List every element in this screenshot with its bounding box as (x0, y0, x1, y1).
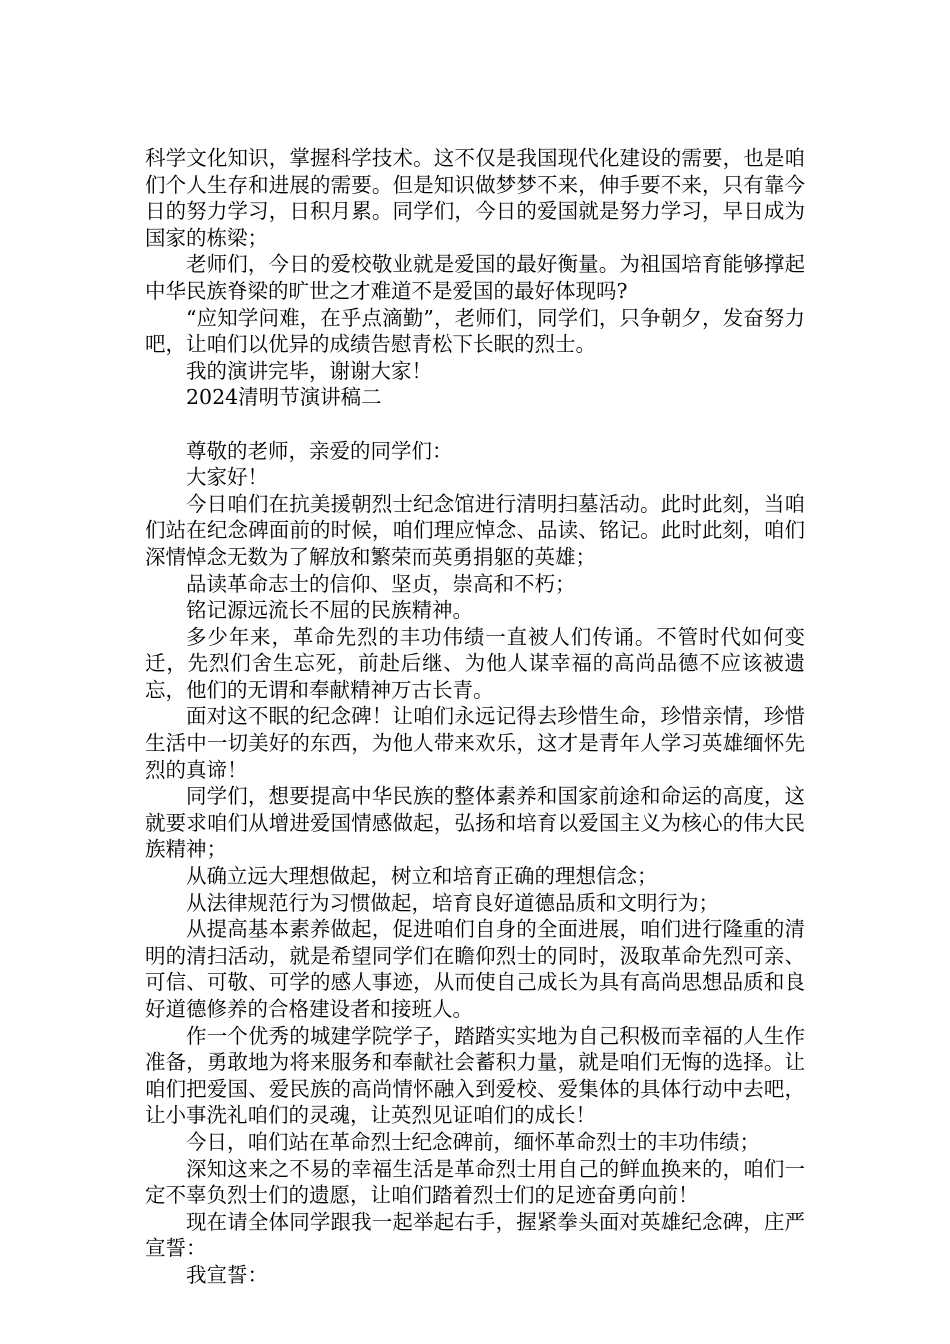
paragraph-raise-hands: 现在请全体同学跟我一起举起右手，握紧拳头面对英雄纪念碑，庄严宣誓： (145, 1209, 805, 1261)
blank-line (145, 411, 805, 438)
paragraph-martyrs-deeds: 多少年来，革命先烈的丰功伟绩一直被人们传诵。不管时代如何变迁，先烈们舍生忘死，前赴后继、为他人谋幸福的高尚品德不应该被遗忘，他们的无谓和奉献精神万古长青。 (145, 624, 805, 702)
paragraph-basic-quality: 从提高基本素养做起，促进咱们自身的全面进展，咱们进行隆重的清明的清扫活动，就是希望同学们在瞻仰烈士的同时，汲取革命先烈可亲、可信、可敬、可学的感人事迹，从而使自己成长为具有高尚思想品质和良好道德修养的合格建设者和接班人。 (145, 917, 805, 1021)
paragraph-greeting: 大家好！ (186, 465, 268, 490)
paragraph-speech-end: 我的演讲完毕，谢谢大家！ (186, 358, 432, 383)
paragraph-remember-spirit: 铭记源远流长不屈的民族精神。 (186, 598, 473, 623)
paragraph-standing-before-monument: 今日，咱们站在革命烈士纪念碑前，缅怀革命烈士的丰功伟绩； (186, 1129, 760, 1154)
paragraph-hard-won-happiness: 深知这来之不易的幸福生活是革命烈士用自己的鲜血换来的，咱们一定不辜负烈士们的遗愿，让咱们踏着烈士们的足迹奋勇向前！ (145, 1156, 805, 1208)
paragraph-knowledge-quote: “应知学问难，在乎点滴勤”，老师们，同学们，只争朝夕，发奋努力吧，让咱们以优异的成绩告慰青松下长眠的烈士。 (145, 305, 805, 357)
paragraph-student-choice: 作一个优秀的城建学院学子，踏踏实实地为自己积极而幸福的人生作准备，勇敢地为将来服务和奉献社会蓄积力量，就是咱们无悔的选择。让咱们把爱国、爱民族的高尚情怀融入到爱校、爱集体的具体行动中去吧，让小事洗礼咱们的灵魂，让英烈见证咱们的成长！ (145, 1023, 805, 1128)
paragraph-memorial-activity: 今日咱们在抗美援朝烈士纪念馆进行清明扫墓活动。此时此刻，当咱们站在纪念碑面前的时候，咱们理应悼念、品读、铭记。此时此刻，咱们深情悼念无数为了解放和繁荣而英勇捐躯的英雄； (145, 491, 805, 569)
paragraph-teachers-patriotism: 老师们，今日的爱校敬业就是爱国的最好衡量。为祖国培育能够撑起中华民族脊梁的旷世之才难道不是爱国的最好体现吗? (145, 252, 805, 303)
paragraph-ideals: 从确立远大理想做起，树立和培育正确的理想信念； (186, 864, 658, 889)
paragraph-science-knowledge: 科学文化知识，掌握科学技术。这不仅是我国现代化建设的需要，也是咱们个人生存和进展的需要。但是知识做梦梦不来，伸手要不来，只有靠今日的努力学习，日积月累。同学们，今日的爱国就是努力学习，早日成为国家的栋梁； (145, 146, 805, 250)
paragraph-oath: 我宣誓： (186, 1262, 268, 1287)
paragraph-salutation: 尊敬的老师，亲爱的同学们： (186, 438, 453, 463)
paragraph-read-faith: 品读革命志士的信仰、坚贞，崇高和不朽； (186, 571, 576, 596)
paragraph-conduct: 从法律规范行为习惯做起，培育良好道德品质和文明行为； (186, 890, 719, 915)
paragraph-cherish-life: 面对这不眠的纪念碑！让咱们永远记得去珍惜生命，珍惜亲情，珍惜生活中一切美好的东西，为他人带来欢乐，这才是青年人学习英雄缅怀先烈的真谛！ (145, 704, 805, 782)
section-heading-speech-two: 2024清明节演讲稿二 (186, 385, 382, 410)
document-page (145, 145, 805, 1289)
paragraph-national-spirit: 同学们，想要提高中华民族的整体素养和国家前途和命运的高度，这就要求咱们从增进爱国情感做起，弘扬和培育以爱国主义为核心的伟大民族精神； (145, 784, 805, 862)
